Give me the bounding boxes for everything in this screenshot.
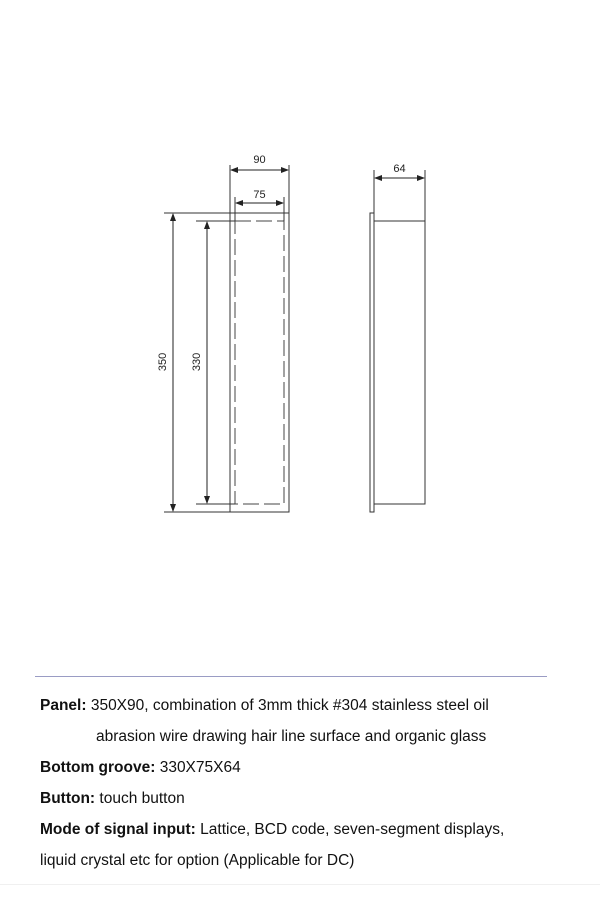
dimension-outer-height	[157, 214, 173, 511]
spec-bottom-groove-label: Bottom groove:	[40, 759, 156, 776]
spec-signal-input-label: Mode of signal input:	[40, 821, 196, 838]
section-divider	[35, 676, 547, 677]
front-panel-outline	[230, 213, 289, 512]
dimension-inner-width	[236, 189, 283, 203]
spec-signal-input	[40, 814, 570, 845]
dim-label-64: 64	[393, 163, 406, 175]
spec-signal-input-value: Lattice, BCD code, seven-segment displays,	[195, 821, 505, 838]
spec-panel-label: Panel:	[40, 697, 87, 714]
side-view	[370, 170, 425, 512]
spec-button-value: touch button	[95, 790, 185, 807]
spec-panel-value-cont: abrasion wire drawing hair line surface and organic glass	[96, 728, 487, 745]
dim-label-75: 75	[253, 189, 266, 201]
front-groove-outline	[235, 221, 284, 504]
side-groove-body	[374, 221, 425, 504]
footer-divider	[0, 884, 600, 885]
spec-panel	[40, 690, 570, 721]
spec-signal-input-value-cont: liquid crystal etc for option (Applicable for DC)	[40, 852, 355, 869]
dim-label-350: 350	[157, 352, 169, 372]
spec-button-label: Button:	[40, 790, 96, 807]
spec-panel-value: 350X90, combination of 3mm thick #304 stainless steel oil	[86, 697, 489, 714]
dim-label-330: 330	[191, 352, 203, 372]
dimension-inner-height	[191, 222, 207, 503]
spec-signal-input-continued	[40, 845, 570, 876]
spec-button	[40, 783, 570, 814]
spec-panel-continued	[40, 721, 570, 752]
dimension-depth	[375, 163, 424, 178]
spec-list	[40, 690, 570, 876]
spec-bottom-groove	[40, 752, 570, 783]
dim-label-90: 90	[253, 154, 266, 166]
side-panel-face	[370, 213, 374, 512]
dimension-outer-width	[231, 154, 288, 170]
front-view	[164, 165, 289, 512]
spec-bottom-groove-value: 330X75X64	[155, 759, 241, 776]
